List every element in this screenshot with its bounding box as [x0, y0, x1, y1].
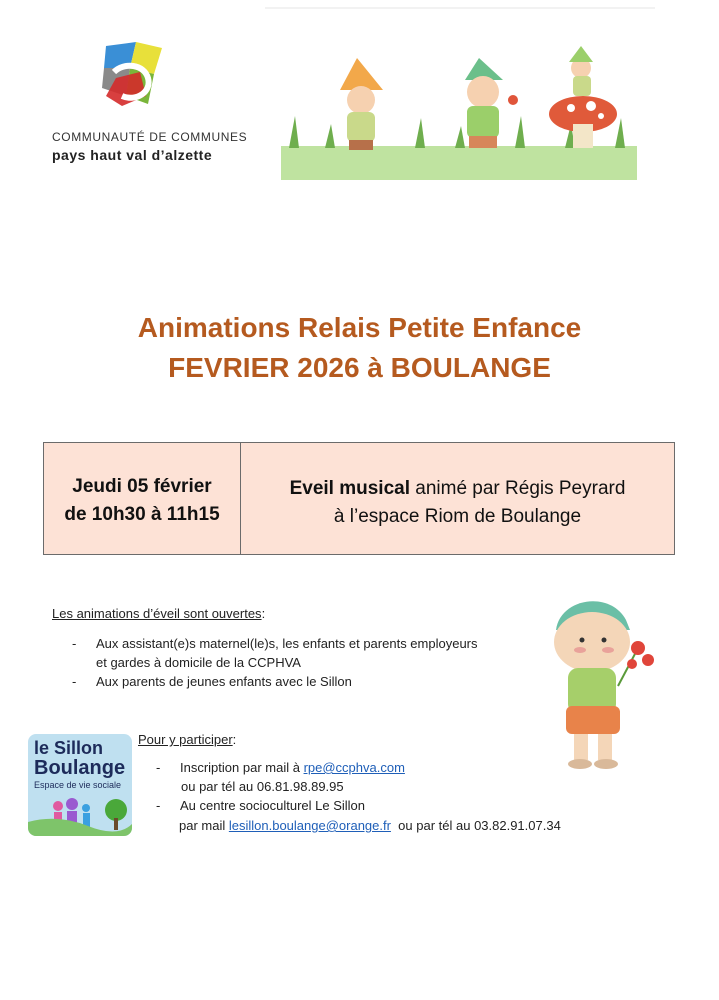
audience-item-1	[72, 636, 478, 651]
sillon-email-link[interactable]: lesillon.boulange@orange.fr	[228, 818, 391, 833]
event-activity-host: animé par Régis Peyrard	[409, 478, 626, 499]
community-logo	[96, 38, 174, 116]
title-line1: Animations Relais Petite Enfance	[137, 312, 582, 343]
participation-item-1-prefix: Inscription par mail à	[180, 760, 304, 775]
event-date: Jeudi 05 février	[72, 476, 212, 497]
audience-heading	[52, 606, 265, 621]
bullet-dash: -	[72, 674, 77, 689]
audience-item-1-text-cont: et gardes à domicile de la CCPHVA	[96, 655, 301, 670]
sillon-logo-line1: le Sillon	[34, 738, 104, 758]
participation-item-1-phone: ou par tél au 06.81.98.89.95	[181, 779, 344, 794]
participation-item-1-cont	[181, 779, 344, 794]
audience-heading-text: Les animations d’éveil sont ouvertes	[52, 606, 262, 621]
participation-heading-suffix: :	[232, 732, 237, 747]
org-name-line1: COMMUNAUTÉ DE COMMUNES	[52, 130, 248, 144]
participation-item-1-text	[180, 760, 405, 775]
event-datetime-cell	[44, 443, 241, 554]
event-description-cell	[241, 443, 674, 554]
audience-item-2-text: Aux parents de jeunes enfants avec le Sillon	[96, 674, 352, 689]
sillon-logo-line2: Boulange	[34, 757, 126, 779]
event-location: à l’espace Riom de Boulange	[333, 506, 582, 527]
title-line2: FEVRIER 2026 à BOULANGE	[168, 352, 551, 383]
audience-item-1-cont	[96, 655, 301, 670]
bullet-dash: -	[72, 636, 77, 651]
event-table	[43, 442, 675, 555]
participation-item-2	[156, 798, 365, 813]
audience-heading-suffix: :	[261, 606, 266, 621]
event-activity	[290, 475, 626, 503]
bullet-dash: -	[156, 760, 161, 775]
le-sillon-logo	[28, 734, 132, 836]
participation-item-2-cont	[179, 818, 561, 833]
rpe-email-link[interactable]: rpe@ccphva.com	[303, 760, 405, 775]
participation-item-1	[156, 760, 405, 775]
gnome-with-flowers-illustration	[540, 590, 660, 776]
event-time: de 10h30 à 11h15	[64, 504, 220, 525]
participation-item-2-phone: ou par tél au 03.82.91.07.34	[390, 818, 561, 833]
org-name-line2: pays haut val d’alzette	[52, 147, 213, 163]
participation-item-2-prefix: par mail	[179, 818, 229, 833]
audience-item-1-text: Aux assistant(e)s maternel(le)s, les enfants et parents employeurs	[96, 636, 478, 651]
sillon-logo-line3: Espace de vie sociale	[34, 780, 122, 790]
audience-item-2	[72, 674, 352, 689]
event-activity-name: Eveil musical	[289, 478, 410, 499]
participation-heading-text: Pour y participer	[138, 732, 233, 747]
gnomes-illustration	[265, 6, 657, 186]
participation-heading	[138, 732, 236, 747]
bullet-dash: -	[156, 798, 161, 813]
participation-item-2-text: Au centre socioculturel Le Sillon	[180, 798, 365, 813]
